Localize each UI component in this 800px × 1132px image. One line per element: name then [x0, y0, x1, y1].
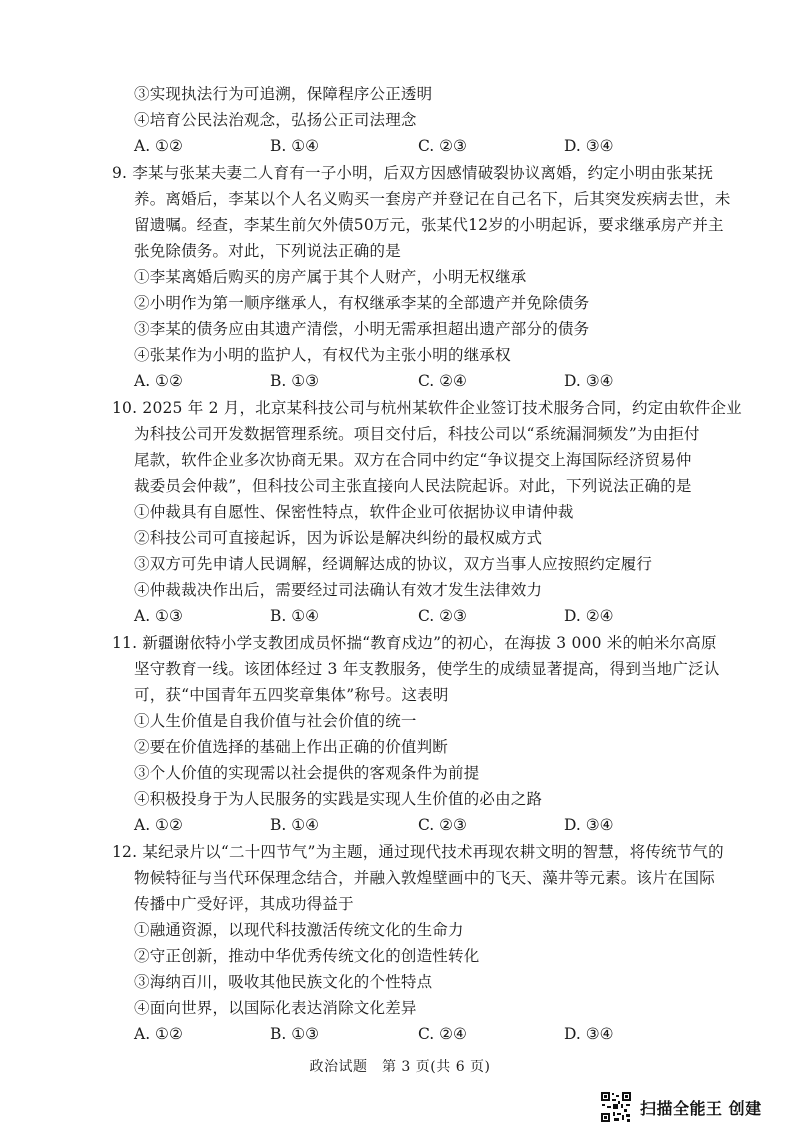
watermark-text: 扫描全能王 创建	[640, 1098, 762, 1118]
scanner-watermark	[600, 1090, 790, 1124]
q9-item-1: ①李某离婚后购买的房产属于其个人财产，小明无权继承	[134, 268, 527, 286]
q9-item-4: ④张某作为小明的监护人，有权代为主张小明的继承权	[134, 346, 511, 364]
q11-stem-line-1: 11. 新疆谢依特小学支教团成员怀揣“教育戍边”的初心，在海拔 3 000 米的帕米尔高原	[112, 634, 717, 652]
q11-item-1: ①人生价值是自我价值与社会价值的统一	[134, 712, 417, 730]
q11-option-b: B. ①④	[270, 816, 320, 834]
q12-item-2: ②守正创新，推动中华优秀传统文化的创造性转化	[134, 947, 480, 965]
q8-option-d: D. ③④	[564, 137, 614, 155]
q10-options	[134, 606, 654, 626]
q12-stem-line-1: 12. 某纪录片以“二十四节气”为主题，通过现代技术再现农耕文明的智慧，将传统节气的	[112, 843, 724, 861]
q9-item-2: ②小明作为第一顺序继承人，有权继承李某的全部遗产并免除债务	[134, 294, 590, 312]
q9-options	[134, 371, 654, 391]
q11-option-a: A. ①②	[134, 816, 183, 834]
q12-options	[134, 1024, 654, 1044]
q12-item-4: ④面向世界，以国际化表达消除文化差异	[134, 999, 417, 1017]
q10-stem-line-2: 为科技公司开发数据管理系统。项目交付后，科技公司以“系统漏洞频发”为由拒付	[134, 425, 700, 443]
q11-stem-line-3: 可，获“中国青年五四奖章集体”称号。这表明	[134, 686, 449, 704]
q10-option-a: A. ①③	[134, 607, 183, 625]
q8-item-4: ④培育公民法治观念，弘扬公正司法理念	[134, 111, 417, 129]
q11-item-2: ②要在价值选择的基础上作出正确的价值判断	[134, 738, 449, 756]
q10-item-3: ③双方可先申请人民调解，经调解达成的协议，双方当事人应按照约定履行	[134, 555, 653, 573]
q8-option-a: A. ①②	[134, 137, 183, 155]
q9-option-a: A. ①②	[134, 372, 183, 390]
q12-option-c: C. ②④	[418, 1025, 467, 1043]
q12-item-1: ①融通资源，以现代科技激活传统文化的生命力	[134, 921, 464, 939]
page-footer: 政治试题 第 3 页(共 6 页)	[309, 1059, 491, 1075]
q12-option-b: B. ①③	[270, 1025, 320, 1043]
q12-item-3: ③海纳百川，吸收其他民族文化的个性特点	[134, 973, 433, 991]
q9-stem-line-1: 9. 李某与张某夫妻二人育有一子小明，后双方因感情破裂协议离婚，约定小明由张某抚	[112, 164, 714, 182]
q9-option-d: D. ③④	[564, 372, 614, 390]
q8-options	[134, 136, 654, 156]
q9-stem-line-2: 养。离婚后，李某以个人名义购买一套房产并登记在自己名下，后其突发疾病去世，未	[134, 190, 731, 208]
q8-option-c: C. ②③	[418, 137, 467, 155]
q11-item-3: ③个人价值的实现需以社会提供的客观条件为前提	[134, 764, 480, 782]
q8-item-3: ③实现执法行为可追溯，保障程序公正透明	[134, 85, 433, 103]
q11-option-c: C. ②③	[418, 816, 467, 834]
qr-code-icon	[600, 1091, 632, 1123]
q9-option-c: C. ②④	[418, 372, 467, 390]
q12-option-a: A. ①②	[134, 1025, 183, 1043]
q10-option-c: C. ②③	[418, 607, 467, 625]
q9-stem-line-4: 张免除债务。对此，下列说法正确的是	[134, 242, 401, 260]
q12-stem-line-3: 传播中广受好评，其成功得益于	[134, 895, 354, 913]
q12-stem-line-2: 物候特征与当代环保理念结合，并融入敦煌壁画中的飞天、藻井等元素。该片在国际	[134, 869, 715, 887]
q12-option-d: D. ③④	[564, 1025, 614, 1043]
q10-stem-line-1: 10. 2025 年 2 月，北京某科技公司与杭州某软件企业签订技术服务合同，约定由软件企业	[112, 399, 742, 417]
q10-item-4: ④仲裁裁决作出后，需要经过司法确认有效才发生法律效力	[134, 581, 543, 599]
q10-option-b: B. ①④	[270, 607, 320, 625]
q11-option-d: D. ③④	[564, 816, 614, 834]
q9-stem-line-3: 留遗嘱。经查，李某生前欠外债50万元，张某代12岁的小明起诉，要求继承房产并主	[134, 216, 724, 234]
q10-stem-line-3: 尾款，软件企业多次协商无果。双方在合同中约定“争议提交上海国际经济贸易仲	[134, 451, 692, 469]
q10-stem-line-4: 裁委员会仲裁”，但科技公司主张直接向人民法院起诉。对此，下列说法正确的是	[134, 477, 692, 495]
q8-option-b: B. ①④	[270, 137, 320, 155]
q9-item-3: ③李某的债务应由其遗产清偿，小明无需承担超出遗产部分的债务	[134, 320, 590, 338]
q10-option-d: D. ②④	[564, 607, 614, 625]
q11-item-4: ④积极投身于为人民服务的实践是实现人生价值的必由之路	[134, 790, 543, 808]
q10-item-2: ②科技公司可直接起诉，因为诉讼是解决纠纷的最权威方式	[134, 529, 543, 547]
q11-stem-line-2: 坚守教育一线。该团体经过 3 年支教服务，使学生的成绩显著提高，得到当地广泛认	[134, 660, 720, 678]
q10-item-1: ①仲裁具有自愿性、保密性特点，软件企业可依据协议申请仲裁	[134, 503, 574, 521]
q11-options	[134, 815, 654, 835]
q9-option-b: B. ①③	[270, 372, 320, 390]
